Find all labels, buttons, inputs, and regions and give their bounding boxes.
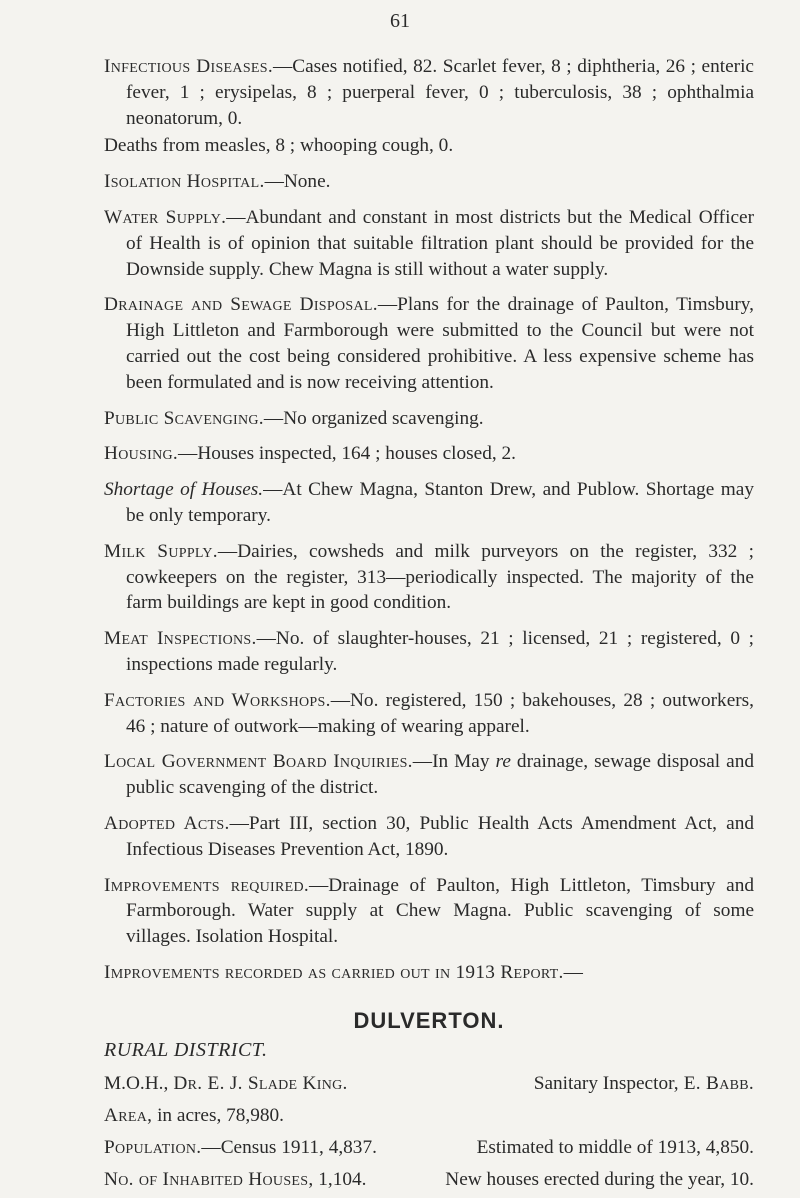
officers-row — [104, 1071, 754, 1097]
area-row — [104, 1103, 754, 1129]
section-heading: Local Government Board Inquiries. — [104, 751, 413, 773]
population-value: —Census 1911, 4,837. — [201, 1136, 377, 1158]
milk-supply-paragraph — [104, 539, 754, 616]
shortage-of-houses-paragraph — [104, 477, 754, 529]
sanitary-inspector — [534, 1071, 754, 1097]
section-heading: Housing. — [104, 443, 179, 465]
section-text: Deaths from measles, 8 ; whooping cough, 0. — [104, 135, 454, 157]
section-text: — — [563, 961, 583, 983]
houses-row — [104, 1167, 754, 1193]
isolation-hospital-paragraph — [104, 169, 754, 195]
section-text: —Abundant and constant in most districts but the Medical Officer of Health is of opinion that suitable filtration plant should be provided for the Downside supply. Chew Magna is still without a water supply. — [126, 206, 755, 280]
area-value: in acres, 78,980. — [152, 1105, 284, 1127]
section-text: —No. registered, 150 ; bakehouses, 28 ; outworkers, 46 ; nature of outwork—making of wearing apparel. — [126, 689, 754, 737]
section-heading: Milk Supply. — [104, 540, 218, 562]
improvements-required-paragraph — [104, 873, 754, 950]
deaths-paragraph — [104, 133, 754, 159]
section-text: —Dairies, cowsheds and milk purveyors on the register, 332 ; cowkeepers on the register, 313—periodically inspected. The majority of the farm buildings are kept in good condition. — [126, 540, 754, 614]
section-text: —Plans for the drainage of Paulton, Timsbury, High Littleton and Farmborough were submitted to the Council but were not carried out the cost being considered prohibitive. A less expensive scheme has been formulated and is now receiving attention. — [126, 294, 754, 393]
inspector-label: Sanitary Inspector, — [533, 1073, 679, 1095]
section-text: —No organized scavenging. — [263, 407, 484, 429]
section-heading: Improvements recorded as carried out in 1913 Report. — [104, 961, 564, 983]
section-text: —Part III, section 30, Public Health Acts Amendment Act, and Infectious Diseases Prevention Act, 1890. — [126, 812, 754, 860]
section-text: —Drainage of Paulton, High Littleton, Timsbury and Farmborough. Water supply at Chew Magna. Public scavenging of some villages. Isolation Hospital. — [126, 874, 754, 948]
section-text: —None. — [264, 171, 331, 193]
moh-value: Dr. E. J. Slade King. — [168, 1073, 348, 1095]
drainage-paragraph — [104, 292, 754, 395]
report-body — [104, 54, 754, 1198]
improvements-recorded-paragraph — [104, 960, 754, 986]
section-heading: Adopted Acts. — [104, 812, 230, 834]
infectious-diseases-paragraph — [104, 54, 754, 131]
page-number: 61 — [390, 10, 410, 32]
section-text: —Cases notified, 82. Scarlet fever, 8 ; diphtheria, 26 ; enteric fever, 1 ; erysipelas, 8 ; puerperal fever, 0 ; tuberculosis, 38 ; ophthalmia neonatorum, 0. — [126, 56, 754, 129]
public-scavenging-paragraph — [104, 406, 754, 432]
section-heading: Public Scavenging. — [104, 407, 264, 429]
section-heading: Isolation Hospital. — [104, 171, 265, 193]
inspector-value: E. Babb. — [678, 1073, 754, 1095]
section-text-italic: re — [495, 751, 511, 773]
houses-label: No. of Inhabited Houses, — [104, 1168, 314, 1190]
district-subtitle: RURAL DISTRICT. — [104, 1038, 268, 1061]
water-supply-paragraph — [104, 205, 754, 282]
adopted-acts-paragraph — [104, 811, 754, 863]
houses-value: 1,104. — [313, 1168, 367, 1190]
meat-inspections-paragraph — [104, 626, 754, 678]
medical-officer — [104, 1071, 348, 1097]
section-heading: Meat Inspections. — [104, 628, 257, 650]
section-text: —Houses inspected, 164 ; houses closed, 2. — [178, 443, 516, 465]
district-title: DULVERTON. — [353, 1007, 505, 1033]
factories-paragraph — [104, 688, 754, 740]
section-heading: Improvements required. — [104, 874, 310, 896]
section-text: —At Chew Magna, Stanton Drew, and Publow. Shortage may be only temporary. — [126, 479, 754, 526]
area — [104, 1103, 284, 1129]
section-heading: Infectious Diseases. — [104, 56, 273, 77]
section-heading: Water Supply. — [104, 206, 227, 228]
housing-paragraph — [104, 441, 754, 467]
section-heading: Factories and Workshops. — [104, 689, 331, 711]
new-houses: New houses erected during the year, 10. — [445, 1168, 754, 1190]
population-label: Population. — [104, 1136, 202, 1158]
section-text: drainage, sewage disposal and public scavenging of the district. — [126, 751, 754, 799]
population-estimate: Estimated to middle of 1913, 4,850. — [476, 1136, 754, 1158]
inhabited-houses — [104, 1167, 367, 1193]
section-text: —In May — [412, 751, 496, 773]
section-heading: Shortage of Houses. — [104, 479, 264, 501]
lgb-inquiries-paragraph — [104, 749, 754, 801]
area-label: Area, — [104, 1105, 153, 1127]
section-heading: Drainage and Sewage Disposal. — [104, 294, 378, 316]
population-row — [104, 1135, 754, 1161]
section-text: —No. of slaughter-houses, 21 ; licensed, 21 ; registered, 0 ; inspections made regularly. — [126, 628, 754, 675]
population — [104, 1135, 377, 1161]
moh-label: M.O.H., — [104, 1073, 169, 1095]
